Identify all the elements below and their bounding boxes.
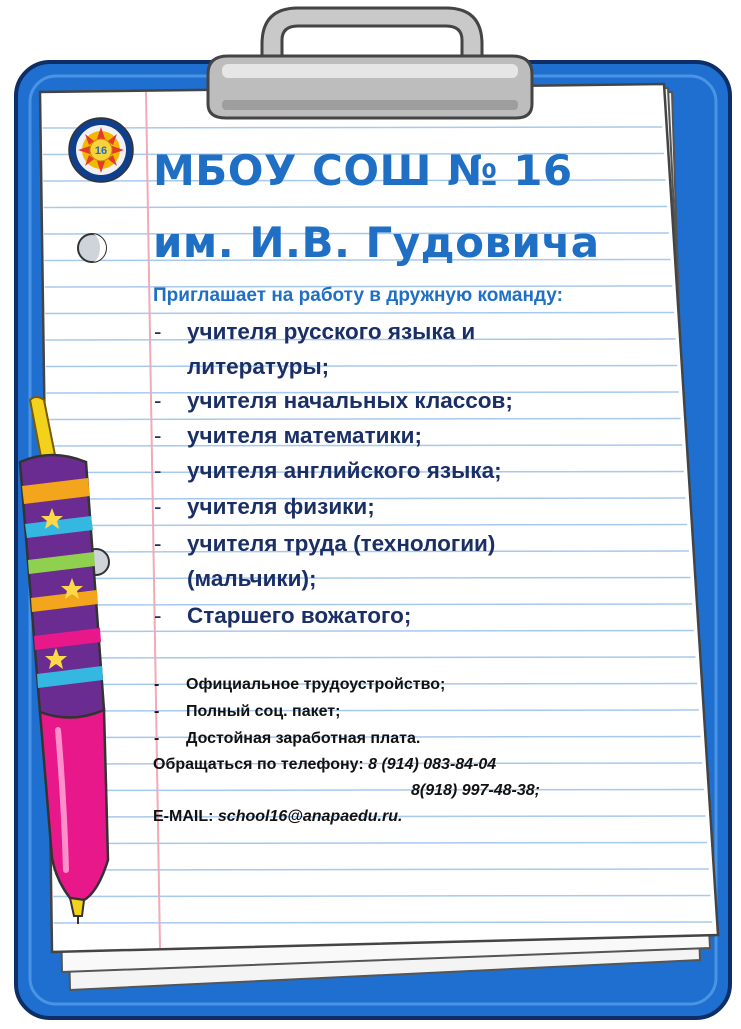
phone-number-2[interactable]: 8(918) 997-48-38; [411, 782, 540, 799]
list-dash: - [154, 458, 162, 483]
vacancy-text: учителя физики; [187, 494, 375, 519]
vacancy-item [150, 598, 620, 633]
vacancy-item [150, 314, 620, 384]
vacancy-text: Старшего вожатого; [187, 603, 412, 628]
list-dash: - [154, 494, 162, 519]
vacancy-item [150, 453, 620, 488]
vacancy-text: учителя труда (технологии) (мальчики); [187, 531, 496, 591]
vacancy-text: учителя начальных классов; [187, 388, 513, 413]
benefit-text: Полный соц. пакет; [186, 703, 341, 720]
school-subtitle: им. И.В. Гудовича [153, 218, 600, 267]
vacancy-item [150, 526, 620, 596]
benefit-text: Достойная заработная плата. [186, 730, 421, 747]
benefit-text: Официальное трудоустройство; [186, 676, 446, 693]
vacancy-text: учителя английского языка; [187, 458, 502, 483]
emblem-number: 16 [94, 145, 108, 157]
phone-number-1[interactable]: 8 (914) 083-84-04 [368, 756, 497, 773]
list-dash: - [154, 388, 162, 413]
email-link[interactable]: school16@anapaedu.ru. [217, 808, 403, 825]
benefit-item [152, 730, 420, 748]
phone-label: Обращаться по телефону: [153, 756, 364, 773]
list-dash: - [154, 423, 162, 448]
intro-text: Приглашает на работу в дружную команду: [153, 285, 563, 306]
list-dash: - [154, 676, 160, 693]
vacancy-item [150, 383, 620, 418]
benefit-item [152, 676, 445, 694]
list-dash: - [154, 531, 162, 556]
vacancy-text: учителя русского языка и литературы; [187, 319, 476, 379]
email-label: E-MAIL: [153, 808, 214, 825]
email-line [153, 808, 402, 826]
benefit-item [152, 703, 340, 721]
vacancy-text: учителя математики; [187, 423, 423, 448]
vacancy-item [150, 489, 620, 524]
list-dash: - [154, 603, 162, 628]
list-dash: - [154, 730, 160, 747]
list-dash: - [154, 703, 160, 720]
school-title: МБОУ СОШ № 16 [153, 146, 573, 195]
phone-line [153, 756, 496, 774]
list-dash: - [154, 319, 162, 344]
vacancy-item [150, 418, 620, 453]
